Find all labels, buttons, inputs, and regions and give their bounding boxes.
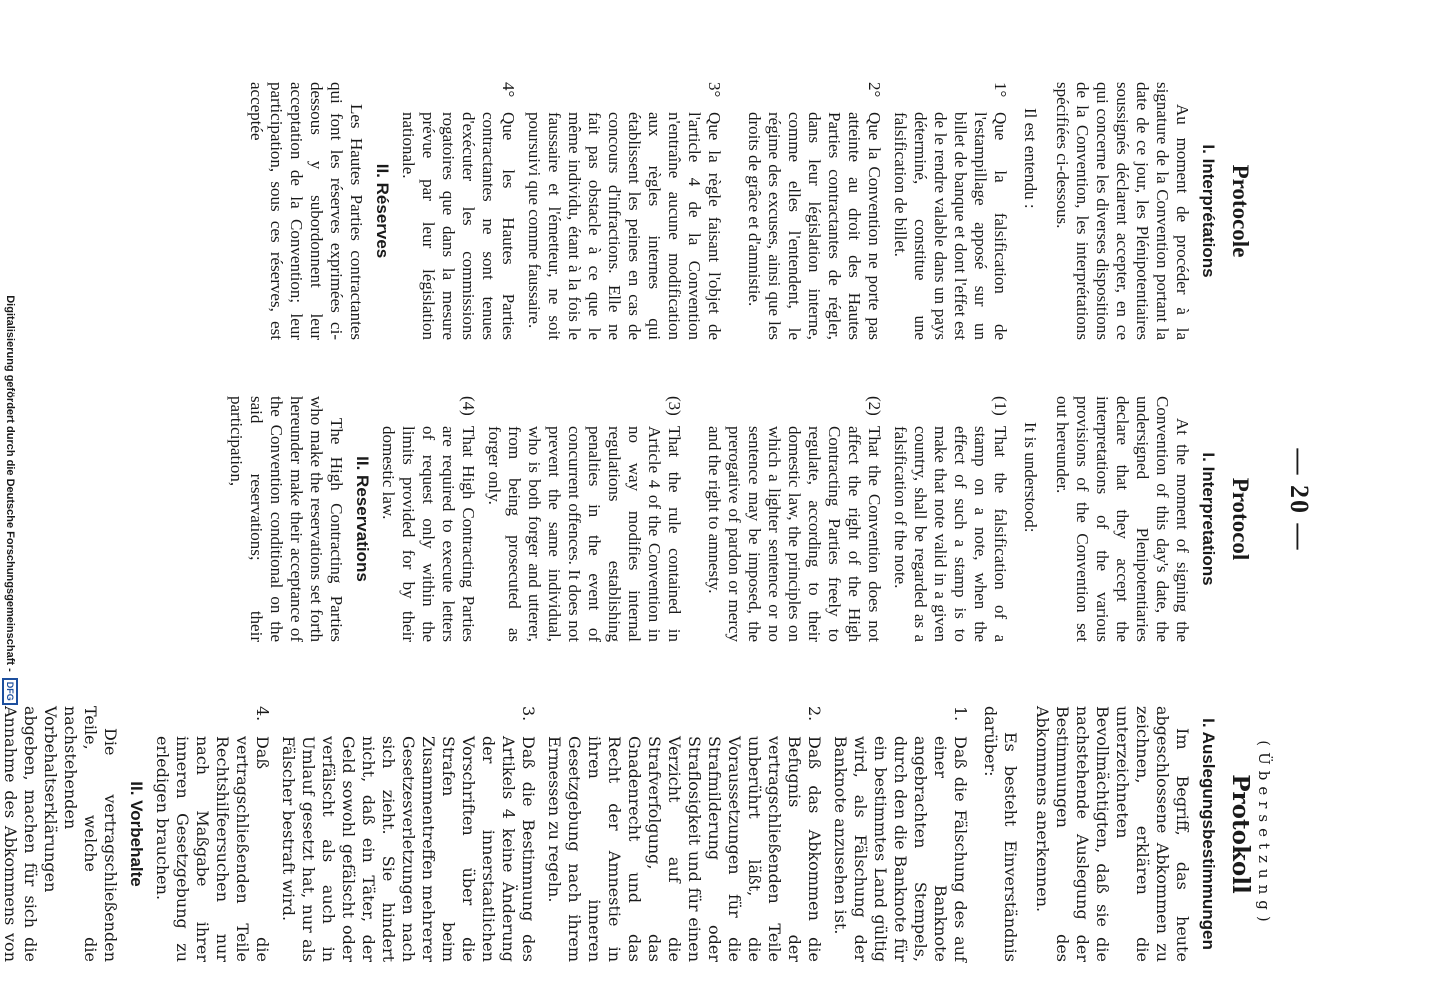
french-intro: Au moment de procéder à la signature de la Convention portant la date de ce jour, les Plénipotentiaires soussignés déclarent accepter, en ce qui concerne les diverses dispositions de la Convention, les interprétations spécifiées ci-dessous.	[1053, 82, 1192, 340]
french-section-reserves: II. Réserves	[373, 163, 392, 259]
french-item: 3° Que la règle faisant l'objet de l'article 4 de la Convention n'entraîne aucune modification aux règles internes qui établissent les peines en cas de concours d'infractions. Elle ne fait pas obstacle à ce que le même individu, étant à la fois le faussaire et l'émetteur, ne soit poursuivi que comme faussaire.	[525, 82, 724, 340]
dfg-logo: DFG	[2, 678, 18, 705]
german-section-reservations: II. Vorbehalte	[127, 781, 146, 887]
english-item: (2) That the Convention does not affect the right of the High Contracting Parties freely to regulate, according to their domestic law, the principles on which a lighter sentence or no sentence may be imposed, the prerogative of pardon or mercy and the right to amnesty.	[705, 396, 884, 642]
english-column	[226, 396, 1274, 642]
french-item: 1° Que la falsification de l'estampillage apposé sur un billet de banque et dont l'effet est de le rendre valable dans un pays déterminé, constitue une falsification de billet.	[891, 82, 1010, 340]
english-section-reservations: II. Reservations	[353, 456, 372, 582]
french-column	[246, 82, 1274, 340]
english-intro: At the moment of signing the Convention of this day's date, the undersigned Plenipotentiaries declare that they accept the interpretations of the various provisions of the Convention set out hereunder.	[1053, 396, 1192, 642]
english-lead: It is understood:	[1021, 422, 1040, 533]
german-translation-note: (Übersetzung)	[1255, 740, 1273, 928]
english-item: (3) That the rule contained in Article 4 of the Convention in no way modifies internal regulations establishing penalties in the event of concurrent offences. It does not prevent the same individual, who is both forger and utterer, from being prosecuted as forger only.	[485, 396, 684, 642]
german-reservations: Die vertragschließenden Teile, welche die nachstehenden Vorbehaltserklärungen abgeben, machen für sich die Annahme des Abkommens von	[1, 706, 120, 962]
german-item: 1. Daß die Fälschung des auf einer Banknote angebrachten Stempels, durch den die Banknote für ein bestimmtes Land gültig wird, als Fälschung der Banknote anzusehen ist.	[831, 706, 970, 962]
german-item: 4. Daß die vertragschließenden Teile Rechtshilfeersuchen nur nach Maßgabe ihrer inneren Gesetzgebung zu erledigen brauchen.	[153, 706, 272, 962]
english-section-interpretations: I. Interpretations	[1199, 452, 1218, 586]
credit-text: Digitalisierung gefördert durch die Deutsche Forschungsgemeinschaft -	[4, 295, 16, 672]
french-title: Protocole	[1228, 164, 1253, 258]
german-item: 2. Daß das Abkommen die Befugnis der vertragschließenden Teile unberührt läßt, die Voraussetzungen für die Strafmilderung oder Straflosigkeit und für einen Verzicht auf die Strafverfolgung, das Gnadenrecht und das Recht der Amnestie in ihren inneren Gesetzgebung nach ihrem Ermessen zu regeln.	[545, 706, 824, 962]
english-item: (4) That High Contracting Parties are required to execute letters of request only within the limits provided for by their domestic law.	[379, 396, 478, 642]
german-section-interpretations: I. Auslegungsbestimmungen	[1199, 718, 1218, 950]
french-section-interpretations: I. Interprétations	[1199, 144, 1218, 278]
english-item: (1) That the falsification of a stamp on a note, when the effect of such a stamp is to make that note valid in a given country, shall be regarded as a falsification of the note.	[891, 396, 1010, 642]
english-title: Protocol	[1228, 477, 1253, 561]
german-intro: Im Begriff, das heute abgeschlossene Abkommen zu zeichnen, erklären die unterzeichneten Bevollmächtigten, daß sie die nachstehende Auslegung der Bestimmungen des Abkommens anerkennen.	[1033, 706, 1192, 962]
french-item: 4° Que les Hautes Parties contractantes ne sont tenues d'exécuter les commissions rogatoires que dans la mesure prévue par leur législation nationale.	[399, 82, 518, 340]
english-reservations: The High Contracting Parties who make the reservations set forth hereunder make their acceptance of the Convention conditional on the said reservations; their participation,	[227, 396, 346, 642]
digitization-credit	[0, 0, 20, 1000]
german-column	[0, 706, 1274, 962]
german-title: Protokoll	[1227, 774, 1254, 894]
french-reserves: Les Hautes Parties contractantes qui font les réserves exprimées ci-dessous y subordonnent leur acceptation de la Convention; leur participation, sous ces réserves, est acceptée	[247, 82, 366, 340]
page-number: — 20 —	[1285, 448, 1314, 552]
german-lead: Es besteht Einverständnis darüber:	[981, 706, 1020, 962]
french-item: 2° Que la Convention ne porte pas atteinte au droit des Hautes Parties contractantes de régler, dans leur législation interne, comme elles l'entendent, le régime des excuses, ainsi que les droits de grâce et d'amnistie.	[745, 82, 884, 340]
french-lead: Il est entendu :	[1021, 108, 1040, 209]
german-item: 3. Daß die Bestimmung des Artikels 4 keine Änderung der innerstaatlichen Vorschriften über die Strafen beim Zusammentreffen mehrerer Gesetzesverletzungen nach sich zieht. Sie hindert nicht, daß ein Täter, der Geld sowohl gefälscht oder verfälscht als auch in Umlauf gesetzt hat, nur als Fälscher bestraft wird.	[279, 706, 538, 962]
